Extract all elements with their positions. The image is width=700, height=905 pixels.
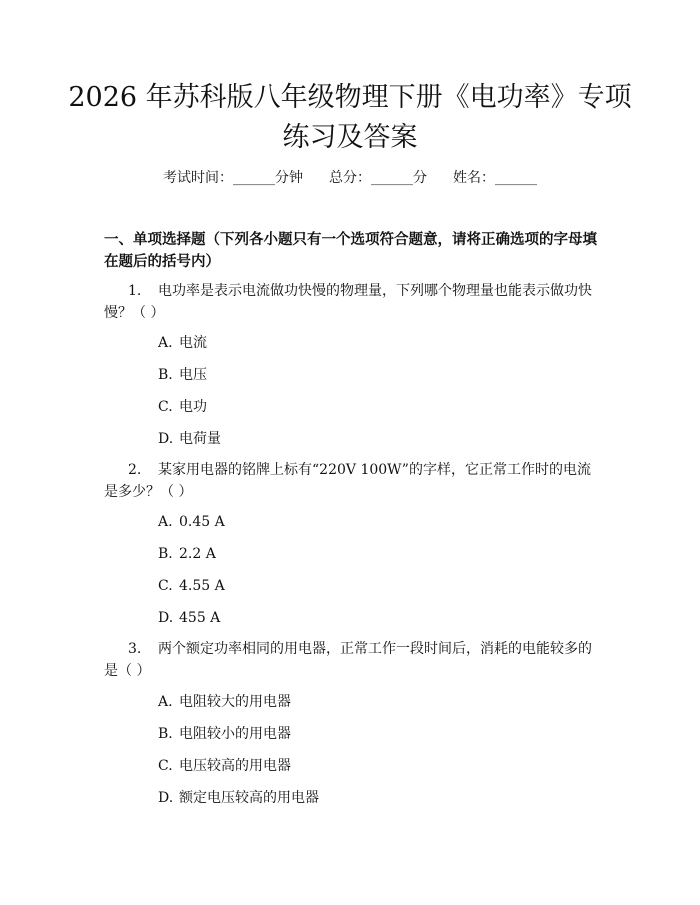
question-2-option-c bbox=[158, 576, 225, 596]
exam-info-line bbox=[0, 168, 700, 188]
option-text: 电流 bbox=[179, 335, 207, 351]
question-text: 电功率是表示电流做功快慢的物理量，下列哪个物理量也能表示做功快慢？（ ） bbox=[104, 283, 592, 321]
option-letter: C. bbox=[158, 399, 173, 415]
option-text: 额定电压较高的用电器 bbox=[179, 790, 319, 806]
option-letter: C. bbox=[158, 758, 173, 774]
question-3 bbox=[104, 638, 604, 682]
question-2 bbox=[104, 459, 604, 503]
student-name-field: 姓名：______ bbox=[453, 170, 537, 186]
option-letter: B. bbox=[158, 546, 173, 562]
option-letter: B. bbox=[158, 726, 173, 742]
question-1-option-c bbox=[158, 397, 207, 417]
option-text: 2.2 A bbox=[179, 546, 216, 562]
question-text: 两个额定功率相同的用电器，正常工作一段时间后，消耗的电能较多的是（ ） bbox=[104, 641, 592, 679]
option-letter: A. bbox=[158, 335, 173, 351]
question-1-option-b bbox=[158, 365, 207, 385]
question-1 bbox=[104, 280, 604, 324]
option-text: 电功 bbox=[179, 399, 207, 415]
option-letter: D. bbox=[158, 610, 174, 626]
section-heading: 一、单项选择题（下列各小题只有一个选项符合题意，请将正确选项的字母填在题后的括号内） bbox=[104, 231, 597, 270]
option-text: 4.55 A bbox=[179, 578, 225, 594]
option-letter: D. bbox=[158, 431, 174, 447]
option-text: 电荷量 bbox=[179, 431, 221, 447]
option-text: 455 A bbox=[179, 610, 221, 626]
question-3-option-c bbox=[158, 756, 291, 776]
question-number: 1. bbox=[128, 283, 142, 299]
question-1-option-d bbox=[158, 429, 221, 449]
option-text: 电阻较大的用电器 bbox=[179, 694, 291, 710]
option-text: 电阻较小的用电器 bbox=[179, 726, 291, 742]
option-letter: A. bbox=[158, 514, 173, 530]
question-2-option-b bbox=[158, 544, 216, 564]
option-letter: C. bbox=[158, 578, 173, 594]
question-3-option-d bbox=[158, 788, 319, 808]
document-title: 2026 年苏科版八年级物理下册《电功率》专项练习及答案 bbox=[68, 82, 632, 153]
question-3-option-a bbox=[158, 692, 291, 712]
exam-time-field: 考试时间：______分钟 bbox=[163, 170, 303, 186]
option-letter: B. bbox=[158, 367, 173, 383]
question-3-option-b bbox=[158, 724, 291, 744]
option-text: 电压较高的用电器 bbox=[179, 758, 291, 774]
option-text: 0.45 A bbox=[179, 514, 225, 530]
question-text: 某家用电器的铭牌上标有“220V 100W”的字样，它正常工作时的电流是多少？（ ） bbox=[104, 462, 591, 500]
question-number: 3. bbox=[128, 641, 142, 657]
question-2-option-a bbox=[158, 512, 225, 532]
total-score-field: 总分：______分 bbox=[329, 170, 427, 186]
question-number: 2. bbox=[128, 462, 142, 478]
option-letter: D. bbox=[158, 790, 174, 806]
question-2-option-d bbox=[158, 608, 220, 628]
option-letter: A. bbox=[158, 694, 173, 710]
option-text: 电压 bbox=[179, 367, 207, 383]
question-1-option-a bbox=[158, 333, 207, 353]
